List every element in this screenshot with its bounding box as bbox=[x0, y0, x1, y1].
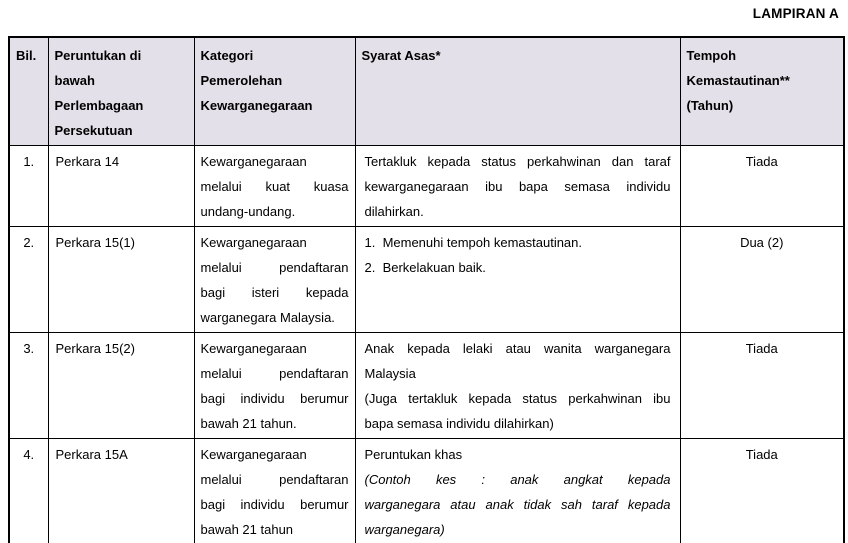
cell-peruntukan: Perkara 15(1) bbox=[48, 227, 194, 333]
table-row bbox=[9, 439, 844, 543]
cell-peruntukan: Perkara 15A bbox=[48, 439, 194, 543]
cell-kategori: Kewarganegaraan melalui pendaftaran bagi isteri kepada warganegara Malaysia. bbox=[194, 227, 355, 333]
header-kategori: Kategori Pemerolehan Kewarganegaraan bbox=[194, 37, 355, 146]
cell-tempoh: Tiada bbox=[680, 146, 844, 227]
cell-bil: 3. bbox=[9, 333, 48, 439]
header-tempoh: Tempoh Kemastautinan** (Tahun) bbox=[680, 37, 844, 146]
cell-syarat: Peruntukan khas (Contoh kes : anak angkat kepada warganegara atau anak tidak sah taraf kepada warganegara) bbox=[355, 439, 680, 543]
cell-bil: 4. bbox=[9, 439, 48, 543]
cell-peruntukan: Perkara 14 bbox=[48, 146, 194, 227]
cell-syarat: 1. Memenuhi tempoh kemastautinan. 2. Berkelakuan baik. bbox=[355, 227, 680, 333]
table-header-row bbox=[9, 37, 844, 146]
table-row bbox=[9, 146, 844, 227]
cell-peruntukan: Perkara 15(2) bbox=[48, 333, 194, 439]
header-syarat: Syarat Asas* bbox=[355, 37, 680, 146]
cell-bil: 2. bbox=[9, 227, 48, 333]
cell-syarat: Tertakluk kepada status perkahwinan dan taraf kewarganegaraan ibu bapa semasa individu dilahirkan. bbox=[355, 146, 680, 227]
cell-bil: 1. bbox=[9, 146, 48, 227]
header-bil: Bil. bbox=[9, 37, 48, 146]
header-peruntukan: Peruntukan di bawah Perlembagaan Persekutuan bbox=[48, 37, 194, 146]
table-row bbox=[9, 333, 844, 439]
citizenship-table bbox=[8, 36, 845, 543]
cell-tempoh: Tiada bbox=[680, 333, 844, 439]
page-title: LAMPIRAN A bbox=[752, 6, 839, 21]
cell-syarat: Anak kepada lelaki atau wanita warganegara Malaysia (Juga tertakluk kepada status perkahwinan ibu bapa semasa individu dilahirkan) bbox=[355, 333, 680, 439]
cell-tempoh: Dua (2) bbox=[680, 227, 844, 333]
table-row bbox=[9, 227, 844, 333]
cell-kategori: Kewarganegaraan melalui kuat kuasa undang-undang. bbox=[194, 146, 355, 227]
cell-tempoh: Tiada bbox=[680, 439, 844, 543]
cell-kategori: Kewarganegaraan melalui pendaftaran bagi individu berumur bawah 21 tahun. bbox=[194, 333, 355, 439]
cell-kategori: Kewarganegaraan melalui pendaftaran bagi individu berumur bawah 21 tahun bbox=[194, 439, 355, 543]
